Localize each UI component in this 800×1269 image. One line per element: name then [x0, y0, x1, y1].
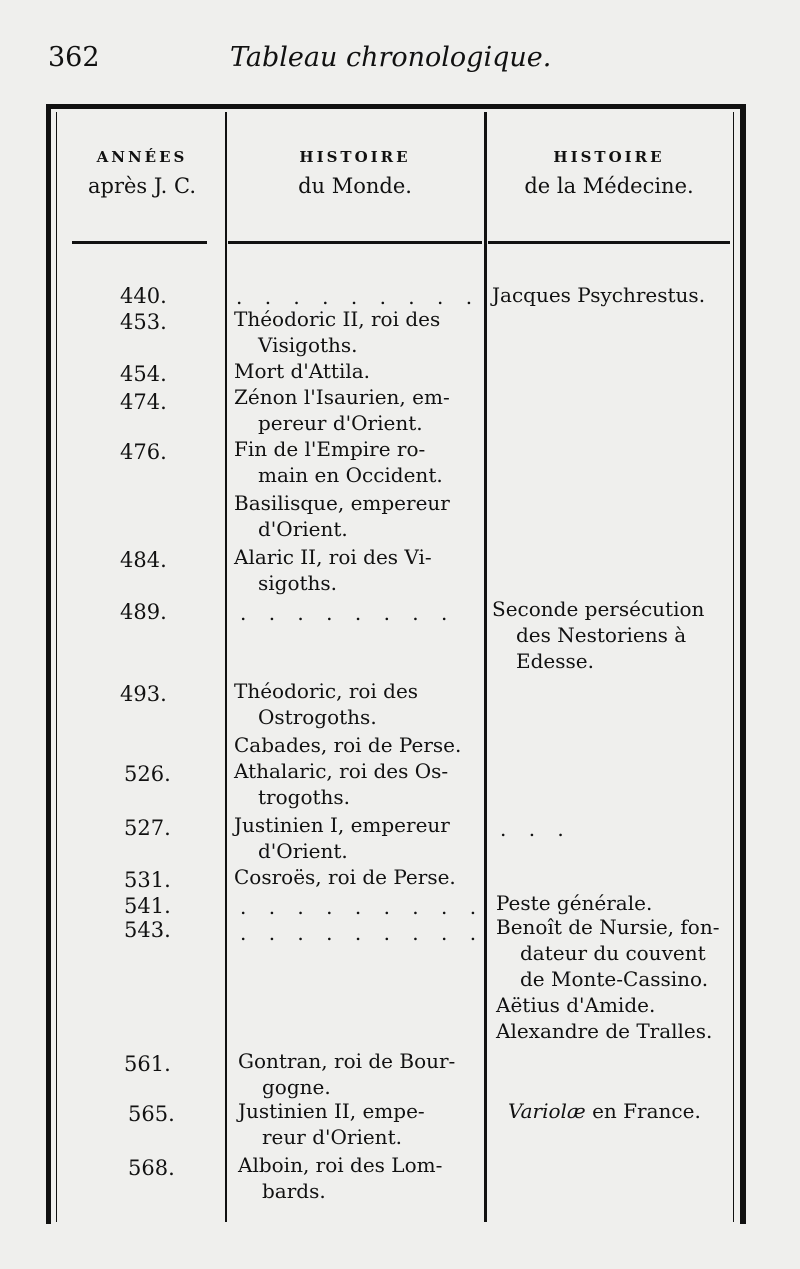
- monde-cell: Justinien II, empe- reur d'Orient.: [238, 1099, 425, 1149]
- header-underline-1: [72, 241, 207, 244]
- year-cell: 541.: [124, 894, 171, 918]
- monde-cell: Zénon l'Isaurien, em- pereur d'Orient.: [234, 385, 450, 435]
- column-header-years: ANNÉES après J. C.: [87, 148, 196, 198]
- monde-cell: Athalaric, roi des Os- trogoths.: [234, 759, 449, 809]
- variolae-italic: Variolæ: [508, 1099, 586, 1123]
- page-title: Tableau chronologique.: [230, 42, 552, 73]
- page-header: [48, 38, 748, 88]
- column-header-medecine: HISTOIRE de la Médecine.: [524, 148, 694, 198]
- left-inner-rule: [56, 112, 57, 1222]
- year-cell: 453.: [120, 310, 167, 334]
- year-cell: 484.: [120, 548, 167, 572]
- year-cell: 454.: [120, 362, 167, 386]
- col-divider-1: [225, 112, 227, 1222]
- medecine-cell: . . .: [500, 817, 572, 841]
- monde-cell: Théodoric II, roi des Visigoths.: [234, 307, 441, 357]
- year-cell: 526.: [124, 762, 171, 786]
- monde-cell: Gontran, roi de Bour- gogne.: [238, 1049, 456, 1099]
- year-cell: 568.: [128, 1156, 175, 1180]
- right-rule: [740, 104, 746, 1224]
- monde-cell: Théodoric, roi des Ostrogoths.: [234, 679, 419, 729]
- monde-cell: Alaric II, roi des Vi- sigoths.: [234, 545, 432, 595]
- header-underline-3: [488, 241, 730, 244]
- medecine-cell: Peste générale.: [496, 891, 653, 915]
- medecine-cell: Variolæ en France.: [508, 1099, 701, 1123]
- monde-cell: . . . . . . . . .: [240, 921, 485, 945]
- year-cell: 531.: [124, 868, 171, 892]
- column-header-monde: HISTOIRE du Monde.: [298, 148, 412, 198]
- col-divider-2: [484, 112, 487, 1222]
- monde-cell: . . . . . . . . .: [236, 285, 481, 309]
- monde-cell: Fin de l'Empire ro- main en Occident.: [234, 437, 443, 487]
- right-inner-rule: [733, 112, 734, 1222]
- monde-cell: Cabades, roi de Perse.: [234, 733, 462, 757]
- monde-cell: Basilisque, empereur d'Orient.: [234, 491, 450, 541]
- year-cell: 476.: [120, 440, 167, 464]
- monde-cell: Alboin, roi des Lom- bards.: [238, 1153, 443, 1203]
- year-cell: 474.: [120, 390, 167, 414]
- left-rule: [46, 104, 51, 1224]
- year-cell: 489.: [120, 600, 167, 624]
- top-rule: [46, 104, 744, 109]
- monde-cell: . . . . . . . .: [240, 601, 456, 625]
- page-number: 362: [48, 42, 100, 73]
- year-cell: 561.: [124, 1052, 171, 1076]
- monde-cell: Cosroës, roi de Perse.: [234, 865, 456, 889]
- header-underline-2: [228, 241, 482, 244]
- medecine-cell: Seconde persécution des Nestoriens à Edesse.: [492, 597, 705, 673]
- year-cell: 527.: [124, 816, 171, 840]
- monde-cell: . . . . . . . . .: [240, 895, 485, 919]
- medecine-cell: Jacques Psychrestus.: [492, 283, 706, 307]
- year-cell: 493.: [120, 682, 167, 706]
- year-cell: 565.: [128, 1102, 175, 1126]
- monde-cell: Justinien I, empereur d'Orient.: [234, 813, 450, 863]
- medecine-cell: Benoît de Nursie, fon- dateur du couvent de Monte-Cassino. Aëtius d'Amide. Alexandre de Tralles.: [496, 915, 720, 1043]
- year-cell: 440.: [120, 284, 167, 308]
- year-cell: 543.: [124, 918, 171, 942]
- monde-cell: Mort d'Attila.: [234, 359, 371, 383]
